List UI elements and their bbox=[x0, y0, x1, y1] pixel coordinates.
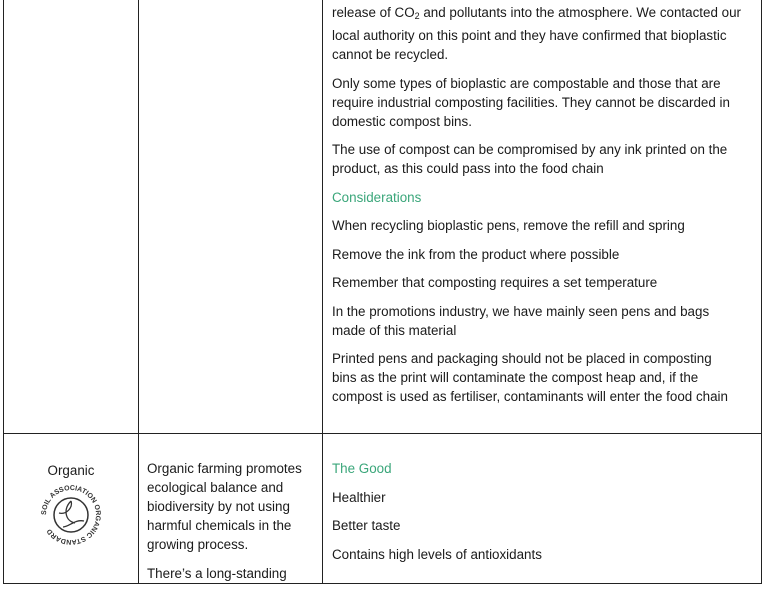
consideration-item: Remember that composting requires a set temperature bbox=[332, 275, 658, 290]
consideration-item: Remove the ink from the product where possible bbox=[332, 246, 620, 262]
consideration-item: In the promotions industry, we have mainly seen pens and bags made of this material bbox=[332, 303, 710, 338]
detail-paragraph: Only some types of bioplastic are compostable and those that are require industrial composting facilities. They cannot be discarded in domestic compost bins. bbox=[332, 75, 730, 129]
material-name: Organic bbox=[47, 463, 95, 478]
detail-paragraph: release of $CO_2$ and pollutants into the atmosphere. We contacted our local authority on this point and they have confirmed that bioplastic cannot be recycled. bbox=[332, 5, 741, 62]
row1-details-cell bbox=[332, 3, 757, 416]
considerations-heading: Considerations bbox=[332, 189, 422, 205]
good-item: Better taste bbox=[332, 518, 401, 533]
description-paragraph: Organic farming promotes ecological balance and biodiversity by not using harmful chemicals in the growing process. bbox=[147, 461, 302, 552]
soil-association-logo bbox=[39, 483, 103, 547]
row2-details-cell bbox=[332, 459, 757, 573]
description-paragraph: There’s a long-standing bbox=[147, 565, 287, 581]
consideration-item: When recycling bioplastic pens, remove the refill and spring bbox=[332, 218, 685, 233]
detail-paragraph: The use of compost can be compromised by any ink printed on the product, as this could pass into the food chain bbox=[332, 142, 728, 176]
column-divider bbox=[322, 0, 323, 583]
good-item: Contains high levels of antioxidants bbox=[332, 546, 542, 562]
consideration-item: Printed pens and packaging should not be placed in composting bins as the print will contaminate the compost heap and, if the compost is used as fertiliser, contaminants will enter the food chain bbox=[332, 351, 728, 404]
good-heading: The Good bbox=[332, 461, 392, 476]
svg-text:SOIL ASSOCIATION ORGANIC STAND: SOIL ASSOCIATION ORGANIC STANDARD bbox=[40, 484, 102, 546]
row2-description-cell bbox=[147, 459, 317, 592]
column-divider bbox=[138, 0, 139, 583]
row2-name-cell bbox=[4, 461, 138, 547]
row-divider bbox=[4, 433, 761, 434]
good-item: Healthier bbox=[332, 489, 386, 505]
materials-table bbox=[3, 0, 762, 584]
